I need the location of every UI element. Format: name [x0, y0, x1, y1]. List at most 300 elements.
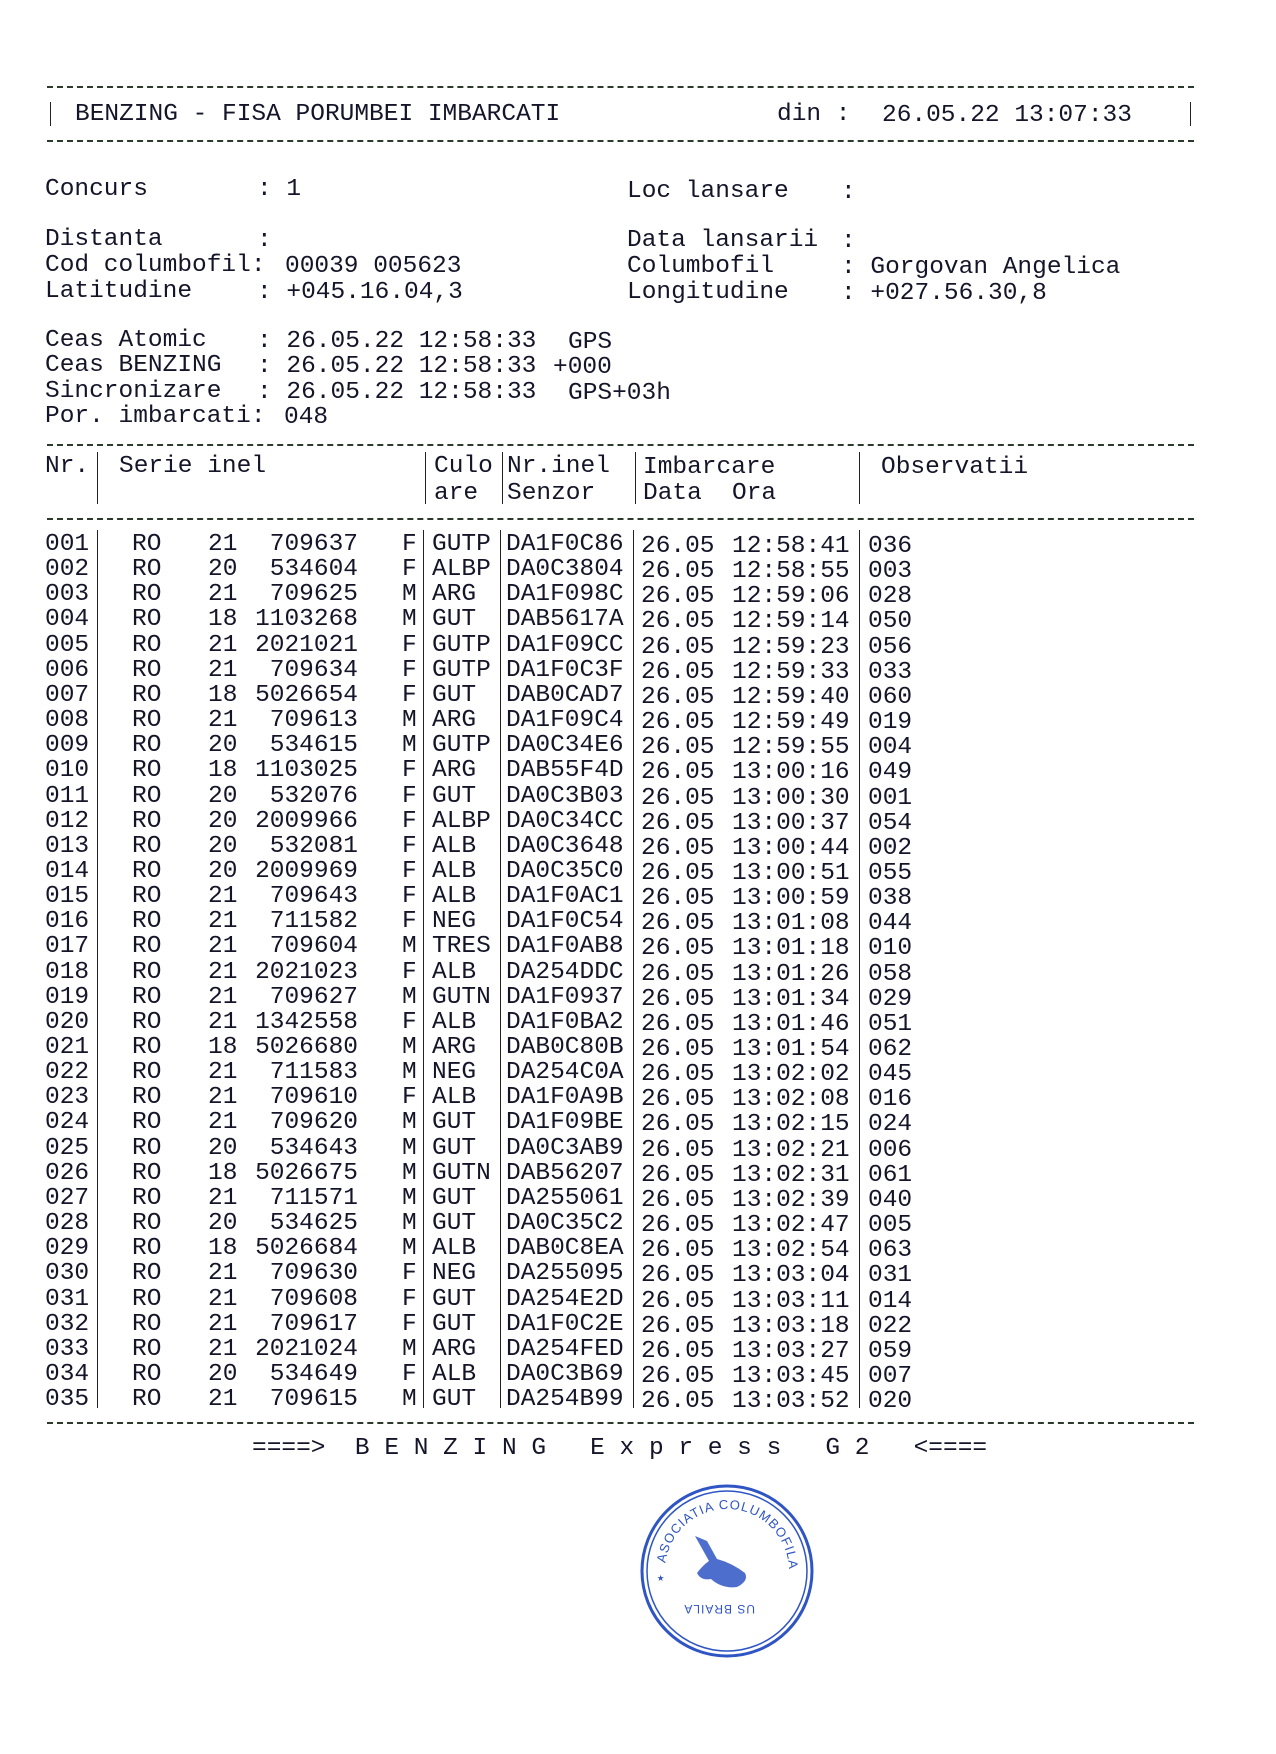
divider	[47, 518, 1194, 520]
din-label: din :	[777, 101, 851, 128]
ring-year: 21	[208, 531, 238, 558]
observation: 029	[868, 985, 913, 1013]
boarding-date: 26.05	[641, 960, 715, 988]
ring-year: 20	[208, 1360, 238, 1388]
boarding-date: 26.05	[641, 1161, 715, 1189]
sensor-id: DA1F0937	[506, 983, 624, 1011]
sensor-id: DA1F0AC1	[506, 883, 624, 911]
sex: F	[402, 1360, 417, 1388]
ring-year: 21	[208, 1109, 238, 1137]
star-icon: ★	[657, 1571, 665, 1585]
country-code: RO	[132, 707, 162, 735]
boarding-time: 13:02:21	[732, 1136, 850, 1164]
row-number: 035	[45, 1386, 90, 1414]
observation: 063	[868, 1237, 913, 1265]
sensor-id: DA254E2D	[506, 1285, 624, 1313]
country-code: RO	[132, 1335, 162, 1363]
observation: 014	[868, 1287, 913, 1315]
ring-number: 2009966	[255, 807, 358, 835]
row-number: 026	[45, 1159, 90, 1187]
ring-year: 18	[208, 757, 238, 785]
ring-number: 709637	[269, 531, 358, 558]
observation: 040	[868, 1186, 913, 1214]
observation: 038	[868, 885, 913, 913]
sensor-id: DA1F0C2E	[506, 1310, 624, 1338]
color: GUTN	[432, 1159, 491, 1187]
row-number: 005	[45, 631, 90, 659]
ring-number: 2021024	[255, 1335, 358, 1363]
col-imbarcare-header: Imbarcare	[643, 454, 776, 481]
sex: M	[402, 983, 417, 1011]
col-culoare-header: Culo	[434, 453, 493, 480]
ceas-benzing-label: Ceas BENZING	[45, 352, 222, 379]
country-code: RO	[132, 1285, 162, 1313]
ring-year: 20	[208, 807, 238, 835]
sensor-id: DA0C3AB9	[506, 1134, 624, 1162]
color: NEG	[432, 1059, 477, 1087]
ring-number: 709627	[269, 983, 358, 1011]
observation: 016	[868, 1086, 913, 1114]
divider	[47, 140, 1194, 142]
sex: F	[402, 1260, 417, 1288]
boarding-date: 26.05	[641, 558, 715, 586]
ring-number: 709613	[269, 707, 358, 735]
country-code: RO	[132, 606, 162, 634]
observation: 007	[868, 1362, 913, 1390]
row-number: 012	[45, 807, 90, 835]
color: ALB	[432, 1360, 477, 1388]
boarding-time: 12:59:06	[732, 583, 850, 611]
color: ALB	[432, 1235, 477, 1263]
sex: F	[402, 681, 417, 709]
ring-year: 18	[208, 1235, 238, 1263]
sex: F	[402, 782, 417, 810]
sex: M	[402, 732, 417, 760]
sex: M	[402, 1059, 417, 1087]
color: GUT	[432, 1310, 477, 1338]
boarding-date: 26.05	[641, 1212, 715, 1240]
print-datetime: 26.05.22 13:07:33	[882, 102, 1132, 129]
country-code: RO	[132, 1084, 162, 1112]
sensor-id: DA254B99	[506, 1386, 624, 1414]
color: GUT	[432, 1184, 477, 1212]
boarding-date: 26.05	[641, 1086, 715, 1114]
sensor-id: DAB56207	[506, 1159, 624, 1187]
row-number: 021	[45, 1034, 90, 1061]
ring-number: 5026684	[255, 1235, 358, 1263]
observation: 054	[868, 809, 913, 837]
color: GUTP	[432, 531, 491, 558]
boarding-time: 13:00:51	[732, 859, 850, 887]
boarding-time: 13:00:44	[732, 834, 850, 862]
col-nr-header: Nr.	[45, 453, 90, 480]
boarding-date: 26.05	[641, 759, 715, 787]
boarding-time: 13:02:15	[732, 1111, 850, 1139]
color: GUT	[432, 606, 477, 634]
boarding-date: 26.05	[641, 910, 715, 938]
row-number: 007	[45, 681, 90, 709]
sensor-id: DA0C3B03	[506, 782, 624, 810]
boarding-date: 26.05	[641, 533, 715, 560]
ring-year: 20	[208, 732, 238, 760]
observation: 010	[868, 935, 913, 963]
color: ARG	[432, 1034, 477, 1061]
ring-number: 534615	[269, 732, 358, 760]
boarding-date: 26.05	[641, 583, 715, 611]
boarding-time: 13:02:54	[732, 1237, 850, 1265]
color: GUT	[432, 1285, 477, 1313]
color: ALB	[432, 1008, 477, 1036]
sensor-id: DAB0C8EA	[506, 1235, 624, 1263]
ring-number: 711583	[269, 1059, 358, 1087]
observation: 036	[868, 533, 913, 560]
row-number: 032	[45, 1310, 90, 1338]
country-code: RO	[132, 983, 162, 1011]
sensor-id: DA0C34E6	[506, 732, 624, 760]
col-senzor-header: Senzor	[507, 480, 596, 507]
boarding-time: 12:58:41	[732, 533, 850, 560]
sex: F	[402, 832, 417, 860]
observation: 033	[868, 658, 913, 686]
row-number: 031	[45, 1285, 90, 1313]
document-title: BENZING - FISA PORUMBEI IMBARCATI	[75, 101, 561, 128]
ceas-atomic-suffix: GPS	[568, 329, 613, 356]
sex: F	[402, 631, 417, 659]
ring-number: 534649	[269, 1360, 358, 1388]
observation: 024	[868, 1111, 913, 1139]
boarding-date: 26.05	[641, 784, 715, 812]
sensor-id: DA0C34CC	[506, 807, 624, 835]
sex: F	[402, 656, 417, 684]
row-number: 014	[45, 857, 90, 885]
ring-year: 21	[208, 1059, 238, 1087]
observation: 051	[868, 1010, 913, 1038]
country-code: RO	[132, 883, 162, 911]
row-number: 023	[45, 1084, 90, 1112]
country-code: RO	[132, 1210, 162, 1238]
observation: 059	[868, 1337, 913, 1365]
row-number: 024	[45, 1109, 90, 1137]
observation: 003	[868, 558, 913, 586]
cod-columbofil-value: 00039 005623	[285, 253, 462, 280]
sensor-id: DA1F0A9B	[506, 1084, 624, 1112]
boarding-time: 13:00:37	[732, 809, 850, 837]
sex: F	[402, 1285, 417, 1313]
observation: 045	[868, 1061, 913, 1089]
ring-number: 1342558	[255, 1008, 358, 1036]
row-number: 027	[45, 1184, 90, 1212]
color: TRES	[432, 933, 491, 961]
color: ALB	[432, 883, 477, 911]
sensor-id: DA1F09C4	[506, 707, 624, 735]
concurs-label: Concurs	[45, 176, 148, 203]
color: ARG	[432, 707, 477, 735]
country-code: RO	[132, 1360, 162, 1388]
porumbei-imbarcati-value: 048	[284, 404, 329, 431]
ring-number: 709604	[269, 933, 358, 961]
row-number: 028	[45, 1210, 90, 1238]
row-number: 034	[45, 1360, 90, 1388]
color: ALBP	[432, 807, 491, 835]
sensor-id: DA254C0A	[506, 1059, 624, 1087]
sex: M	[402, 1184, 417, 1212]
ceas-atomic-label: Ceas Atomic	[45, 327, 207, 354]
country-code: RO	[132, 757, 162, 785]
boarding-date: 26.05	[641, 1136, 715, 1164]
color: GUTP	[432, 656, 491, 684]
sex: F	[402, 857, 417, 885]
boarding-time: 13:03:27	[732, 1337, 850, 1365]
data-lansarii-value: :	[841, 228, 856, 255]
row-number: 020	[45, 1008, 90, 1036]
ring-year: 21	[208, 1260, 238, 1288]
data-lansarii-label: Data lansarii	[627, 227, 819, 254]
observation: 001	[868, 784, 913, 812]
boarding-date: 26.05	[641, 859, 715, 887]
sex: M	[402, 1210, 417, 1238]
porumbei-imbarcati-label: Por. imbarcati:	[45, 403, 266, 430]
country-code: RO	[132, 1386, 162, 1414]
country-code: RO	[132, 1184, 162, 1212]
boarding-time: 13:02:31	[732, 1161, 850, 1189]
ring-year: 21	[208, 631, 238, 659]
boarding-time: 13:01:46	[732, 1010, 850, 1038]
ring-number: 5026675	[255, 1159, 358, 1187]
ring-year: 20	[208, 556, 238, 584]
boarding-date: 26.05	[641, 1287, 715, 1315]
sensor-id: DA1F098C	[506, 581, 624, 609]
sensor-id: DA255095	[506, 1260, 624, 1288]
latitudine-label: Latitudine	[45, 278, 193, 305]
ring-year: 21	[208, 958, 238, 986]
sensor-id: DA255061	[506, 1184, 624, 1212]
cod-columbofil-label: Cod columbofil:	[45, 252, 266, 279]
sensor-id: DA0C35C0	[506, 857, 624, 885]
color: GUTP	[432, 631, 491, 659]
color: ALB	[432, 857, 477, 885]
sensor-id: DA254DDC	[506, 958, 624, 986]
observation: 019	[868, 709, 913, 737]
color: GUT	[432, 1134, 477, 1162]
color: NEG	[432, 1260, 477, 1288]
color: NEG	[432, 908, 477, 936]
boarding-time: 13:02:47	[732, 1212, 850, 1240]
observation: 020	[868, 1388, 913, 1416]
ring-number: 709610	[269, 1084, 358, 1112]
svg-text:US BRAILA: US BRAILA	[683, 1602, 755, 1616]
color: GUTP	[432, 732, 491, 760]
sex: F	[402, 958, 417, 986]
boarding-time: 12:59:49	[732, 709, 850, 737]
divider	[47, 1422, 1194, 1424]
ring-number: 709625	[269, 581, 358, 609]
boarding-date: 26.05	[641, 809, 715, 837]
boarding-time: 13:03:52	[732, 1388, 850, 1416]
sex: M	[402, 1335, 417, 1363]
row-number: 030	[45, 1260, 90, 1288]
row-number: 013	[45, 832, 90, 860]
boarding-time: 13:02:02	[732, 1061, 850, 1089]
boarding-time: 13:01:18	[732, 935, 850, 963]
boarding-time: 13:00:30	[732, 784, 850, 812]
ring-year: 21	[208, 1386, 238, 1414]
ceas-benzing-value: : 26.05.22 12:58:33	[257, 353, 537, 380]
sex: M	[402, 1235, 417, 1263]
row-number: 002	[45, 556, 90, 584]
loc-lansare-value: :	[841, 179, 856, 206]
sensor-id: DAB0C80B	[506, 1034, 624, 1061]
sex: M	[402, 1386, 417, 1414]
ring-number: 709617	[269, 1310, 358, 1338]
concurs-value: : 1	[257, 176, 302, 203]
ring-year: 20	[208, 782, 238, 810]
boarding-time: 13:01:34	[732, 985, 850, 1013]
row-number: 029	[45, 1235, 90, 1263]
association-stamp	[637, 1481, 817, 1661]
boarding-date: 26.05	[641, 1362, 715, 1390]
boarding-date: 26.05	[641, 1237, 715, 1265]
sensor-id: DAB5617A	[506, 606, 624, 634]
country-code: RO	[132, 581, 162, 609]
row-number: 019	[45, 983, 90, 1011]
ring-number: 709608	[269, 1285, 358, 1313]
divider	[47, 86, 1194, 88]
sex: M	[402, 1034, 417, 1061]
column-separator	[859, 530, 860, 1408]
boarding-date: 26.05	[641, 935, 715, 963]
boarding-date: 26.05	[641, 1262, 715, 1290]
boarding-date: 26.05	[641, 1010, 715, 1038]
sincronizare-value: : 26.05.22 12:58:33	[257, 379, 537, 406]
column-separator	[97, 530, 98, 1408]
country-code: RO	[132, 681, 162, 709]
boarding-time: 13:00:16	[732, 759, 850, 787]
observation: 060	[868, 683, 913, 711]
ring-year: 21	[208, 1310, 238, 1338]
boarding-date: 26.05	[641, 633, 715, 661]
country-code: RO	[132, 1059, 162, 1087]
observation: 050	[868, 608, 913, 636]
ring-number: 534625	[269, 1210, 358, 1238]
sex: F	[402, 757, 417, 785]
sex: M	[402, 933, 417, 961]
boarding-time: 12:59:14	[732, 608, 850, 636]
boarding-date: 26.05	[641, 985, 715, 1013]
ring-year: 21	[208, 656, 238, 684]
color: ALB	[432, 1084, 477, 1112]
ring-year: 21	[208, 883, 238, 911]
row-number: 016	[45, 908, 90, 936]
country-code: RO	[132, 782, 162, 810]
boarding-date: 26.05	[641, 1036, 715, 1063]
boarding-time: 12:58:55	[732, 558, 850, 586]
boarding-time: 13:03:11	[732, 1287, 850, 1315]
observation: 044	[868, 910, 913, 938]
color: GUT	[432, 1109, 477, 1137]
color: GUT	[432, 1386, 477, 1414]
sex: M	[402, 707, 417, 735]
observation: 022	[868, 1312, 913, 1340]
sex: F	[402, 1084, 417, 1112]
boarding-time: 12:59:23	[732, 633, 850, 661]
color: ALB	[432, 958, 477, 986]
sex: M	[402, 1109, 417, 1137]
sex: F	[402, 1310, 417, 1338]
observation: 061	[868, 1161, 913, 1189]
col-observatii-header: Observatii	[881, 454, 1029, 481]
ring-number: 534643	[269, 1134, 358, 1162]
ceas-atomic-value: : 26.05.22 12:58:33	[257, 328, 537, 355]
ring-number: 709615	[269, 1386, 358, 1414]
boarding-date: 26.05	[641, 658, 715, 686]
sensor-id: DA1F0BA2	[506, 1008, 624, 1036]
row-number: 010	[45, 757, 90, 785]
ring-number: 2021023	[255, 958, 358, 986]
sensor-id: DA1F0C54	[506, 908, 624, 936]
sensor-id: DA1F0AB8	[506, 933, 624, 961]
ring-year: 21	[208, 1335, 238, 1363]
country-code: RO	[132, 1034, 162, 1061]
ring-number: 2009969	[255, 857, 358, 885]
footer-banner: ====> B E N Z I N G E x p r e s s G 2 <====	[252, 1435, 988, 1462]
country-code: RO	[132, 1134, 162, 1162]
observation: 006	[868, 1136, 913, 1164]
col-nrinel-header: Nr.inel	[507, 453, 610, 480]
boarding-time: 13:01:26	[732, 960, 850, 988]
ring-year: 21	[208, 1084, 238, 1112]
row-number: 009	[45, 732, 90, 760]
ring-year: 20	[208, 1210, 238, 1238]
loc-lansare-label: Loc lansare	[627, 178, 789, 205]
boarding-date: 26.05	[641, 734, 715, 762]
boarding-time: 13:03:04	[732, 1262, 850, 1290]
column-separator	[425, 452, 426, 504]
ring-year: 21	[208, 1184, 238, 1212]
color: ALB	[432, 832, 477, 860]
column-separator	[97, 452, 98, 504]
row-number: 018	[45, 958, 90, 986]
sex: F	[402, 883, 417, 911]
col-ora-header: Ora	[732, 480, 777, 507]
sensor-id: DAB55F4D	[506, 757, 624, 785]
boarding-date: 26.05	[641, 608, 715, 636]
sensor-id: DA1F0C86	[506, 531, 624, 558]
country-code: RO	[132, 958, 162, 986]
ring-number: 532076	[269, 782, 358, 810]
column-separator	[500, 530, 501, 1408]
color: ARG	[432, 581, 477, 609]
row-number: 006	[45, 656, 90, 684]
sensor-id: DA0C3648	[506, 832, 624, 860]
col-serie-header: Serie inel	[119, 453, 267, 480]
svg-text:ASOCIATIA COLUMBOFILA: ASOCIATIA COLUMBOFILA	[653, 1496, 802, 1571]
country-code: RO	[132, 631, 162, 659]
ring-year: 21	[208, 983, 238, 1011]
ring-year: 18	[208, 606, 238, 634]
country-code: RO	[132, 857, 162, 885]
columbofil-value: : Gorgovan Angelica	[841, 254, 1121, 281]
row-number: 022	[45, 1059, 90, 1087]
country-code: RO	[132, 1235, 162, 1263]
column-separator	[635, 452, 636, 504]
sex: M	[402, 1134, 417, 1162]
ring-number: 2021021	[255, 631, 358, 659]
boarding-time: 12:59:33	[732, 658, 850, 686]
boarding-time: 13:03:45	[732, 1362, 850, 1390]
country-code: RO	[132, 1008, 162, 1036]
ring-number: 534604	[269, 556, 358, 584]
boarding-date: 26.05	[641, 1337, 715, 1365]
